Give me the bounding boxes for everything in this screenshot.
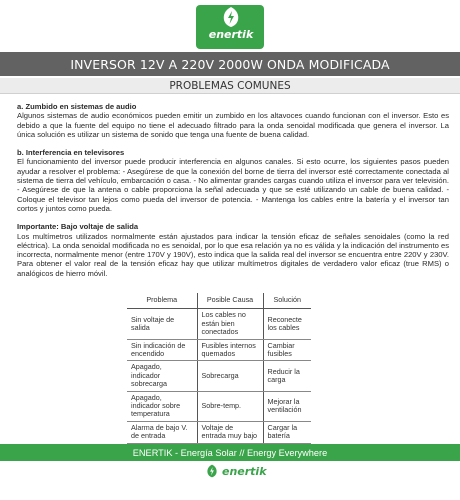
table-cell-cause: Fusibles internos quemados — [197, 339, 263, 361]
table-cell-solution: Reconecte los cables — [263, 309, 311, 339]
table-cell-problem: Apagado, indicador sobrecarga — [127, 361, 197, 391]
footer-text: ENERTIK - Energía Solar // Energy Everywhere — [132, 447, 328, 458]
table-cell-solution: Reducir la carga — [263, 361, 311, 391]
section-low-voltage — [17, 222, 449, 278]
brand-name-top: enertik — [208, 28, 254, 41]
document-body — [17, 102, 449, 287]
table-cell-cause: Sobre-temp. — [197, 391, 263, 421]
section-heading: Importante: Bajo voltaje de salida — [17, 222, 139, 232]
table-cell-problem: Sin voltaje de salida — [127, 309, 197, 339]
table-cell-problem: Apagado, indicador sobre temperatura — [127, 391, 197, 421]
table-row — [127, 361, 311, 391]
table-cell-cause: Voltaje de entrada muy bajo — [197, 421, 263, 443]
brand-name-bottom: enertik — [222, 464, 267, 478]
section-text: Los multímetros utilizados normalmente están ajustados para indicar la tensión eficaz de señales senoidales (como la red eléctrica). La onda senoidal modificada no es senoidal, por lo que esa relación ya no es válida y la indicación del instrumento es incorrecta, normalmente menor (entre 170V y 190V), esto indica que la salida real del inversor se encuentra entre 220V y 230V. Para obtener el valor real de la tensión eficaz hay que utilizar multímetros digitales de verdadero valor eficaz (true RMS) o analógicos de hierro móvil. — [17, 231, 449, 278]
section-text: El funcionamiento del inversor puede producir interferencia en algunos canales. Si esto ocurre, los siguientes pasos pueden ayudar a resolver el problema: - Asegúrese de que la conexión del borne de tierra del inversor esté correctamente conectada al sistema de tierra del vehículo, embarcación o casa. - No alimentar grandes cargas cuando utiliza el inversor para ver televisión. - Asegúrese de que la antena o cable proporciona la señal adecuada y que se esté utilizando un cable de buena calidad. - Coloque el televisor tan lejos como pueda del inversor de potencia. - Mantenga los cables entre la batería y el inversor tan cortos y juntos como pueda. — [17, 157, 449, 213]
leaf-bolt-icon — [220, 6, 242, 28]
page-title: INVERSOR 12V A 220V 2000W ONDA MODIFICADA — [70, 56, 390, 72]
table-row — [127, 309, 311, 339]
brand-logo-top — [201, 6, 261, 50]
section-tv-interference — [17, 148, 449, 213]
leaf-bolt-icon — [205, 464, 219, 478]
table-row — [127, 421, 311, 443]
troubleshooting-table — [127, 293, 311, 444]
column-header-solution: Solución — [263, 293, 311, 309]
footer-bar — [0, 444, 460, 461]
table-cell-problem: Sin indicación de encendido — [127, 339, 197, 361]
page-subtitle: PROBLEMAS COMUNES — [169, 79, 291, 92]
section-text: Algunos sistemas de audio económicos pueden emitir un zumbido en los altavoces cuando funcionan con el inversor. Esto es debido a que la fuente del equipo no tiene el adecuado filtrado para la onda senoidal modificada que genera el inversor. La única solución es utilizar un sistema de sonido que tenga una fuente de buena calidad. — [17, 111, 449, 139]
table-cell-solution: Cambiar fusibles — [263, 339, 311, 361]
table-cell-solution: Cargar la batería — [263, 421, 311, 443]
table-cell-solution: Mejorar la ventilación — [263, 391, 311, 421]
section-heading: b. Interferencia en televisores — [17, 148, 125, 158]
brand-logo-bottom — [205, 464, 267, 478]
table-row — [127, 391, 311, 421]
table-cell-cause: Los cables no están bien conectados — [197, 309, 263, 339]
table-cell-cause: Sobrecarga — [197, 361, 263, 391]
table-cell-problem: Alarma de bajo V. de entrada — [127, 421, 197, 443]
section-heading: a. Zumbido en sistemas de audio — [17, 102, 137, 111]
title-bar — [0, 52, 460, 76]
subtitle-bar — [0, 78, 460, 94]
table-row — [127, 339, 311, 361]
section-audio-hum — [17, 102, 449, 139]
table-header-row — [127, 293, 311, 309]
column-header-cause: Posible Causa — [197, 293, 263, 309]
column-header-problem: Problema — [127, 293, 197, 309]
